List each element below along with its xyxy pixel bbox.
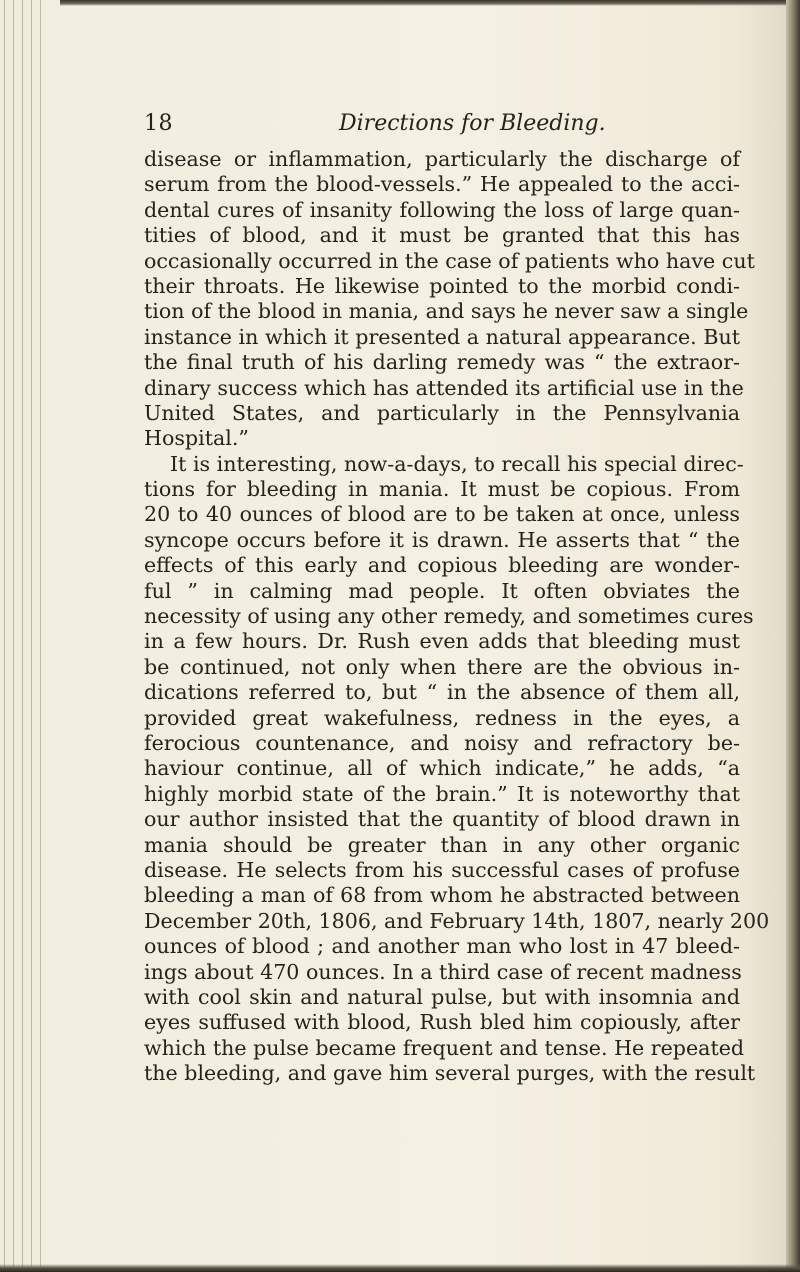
- text-line: eyes suffused with blood, Rush bled him copiously, after: [144, 1010, 740, 1035]
- text-line: ful ” in calming mad people. It often obviates the: [144, 578, 740, 603]
- text-line: mania should be greater than in any other organic: [144, 832, 740, 857]
- text-line: provided great wakefulness, redness in the eyes, a: [144, 705, 740, 730]
- body-text: [144, 147, 770, 1086]
- binding-gutter: [0, 0, 44, 1272]
- text-line: with cool skin and natural pulse, but with insomnia and: [144, 984, 740, 1009]
- page-number: 18: [144, 111, 173, 136]
- text-line: be continued, not only when there are the obvious in-: [144, 654, 740, 679]
- page-bottom-edge: [0, 1264, 800, 1272]
- text-line: disease. He selects from his successful cases of profuse: [144, 857, 740, 882]
- page-right-edge: [786, 0, 800, 1272]
- text-line: tities of blood, and it must be granted that this has: [144, 223, 740, 248]
- page-top-edge: [60, 0, 800, 6]
- text-line: syncope occurs before it is drawn. He asserts that “ the: [144, 527, 740, 552]
- text-line: tions for bleeding in mania. It must be copious. From: [144, 477, 740, 502]
- text-line: disease or inflammation, particularly the discharge of: [144, 147, 740, 171]
- text-line: effects of this early and copious bleeding are wonder-: [144, 553, 740, 578]
- text-line: dinary success which has attended its artificial use in the: [144, 375, 744, 400]
- text-line: tion of the blood in mania, and says he never saw a single: [144, 299, 749, 324]
- text-line: ferocious countenance, and noisy and refractory be-: [144, 730, 740, 755]
- running-head: Directions for Bleeding.: [339, 111, 606, 136]
- text-line: ings about 470 ounces. In a third case of recent madness: [144, 959, 742, 984]
- text-line: occasionally occurred in the case of patients who have cut: [144, 248, 755, 273]
- text-line: bleeding a man of 68 from whom he abstracted between: [144, 883, 740, 908]
- text-line: the final truth of his darling remedy was “ the extraor-: [144, 350, 740, 375]
- text-line: dications referred to, but “ in the absence of them all,: [144, 680, 740, 705]
- text-line: necessity of using any other remedy, and sometimes cures: [144, 604, 754, 629]
- text-line: highly morbid state of the brain.” It is noteworthy that: [144, 781, 740, 806]
- text-line: serum from the blood-vessels.” He appealed to the acci-: [144, 172, 740, 197]
- text-line: dental cures of insanity following the loss of large quan-: [144, 197, 740, 222]
- text-line: the bleeding, and gave him several purges, with the result: [144, 1061, 756, 1086]
- page-header: [144, 110, 724, 144]
- text-line: our author insisted that the quantity of blood drawn in: [144, 807, 740, 832]
- text-line: Hospital.”: [144, 426, 249, 451]
- text-line: 20 to 40 ounces of blood are to be taken at once, unless: [144, 502, 740, 527]
- text-line: United States, and particularly in the Pennsylvania: [144, 400, 740, 425]
- text-line: in a few hours. Dr. Rush even adds that bleeding must: [144, 629, 740, 654]
- text-line: instance in which it presented a natural appearance. But: [144, 324, 740, 349]
- text-line: December 20th, 1806, and February 14th, 1807, nearly 200: [144, 908, 770, 933]
- text-line: their throats. He likewise pointed to the morbid condi-: [144, 273, 740, 298]
- text-line: haviour continue, all of which indicate,” he adds, “a: [144, 756, 740, 781]
- text-line: which the pulse became frequent and tense. He repeated: [144, 1035, 745, 1060]
- text-line: ounces of blood ; and another man who lost in 47 bleed-: [144, 934, 740, 959]
- text-line: It is interesting, now-a-days, to recall his special direc-: [170, 451, 744, 476]
